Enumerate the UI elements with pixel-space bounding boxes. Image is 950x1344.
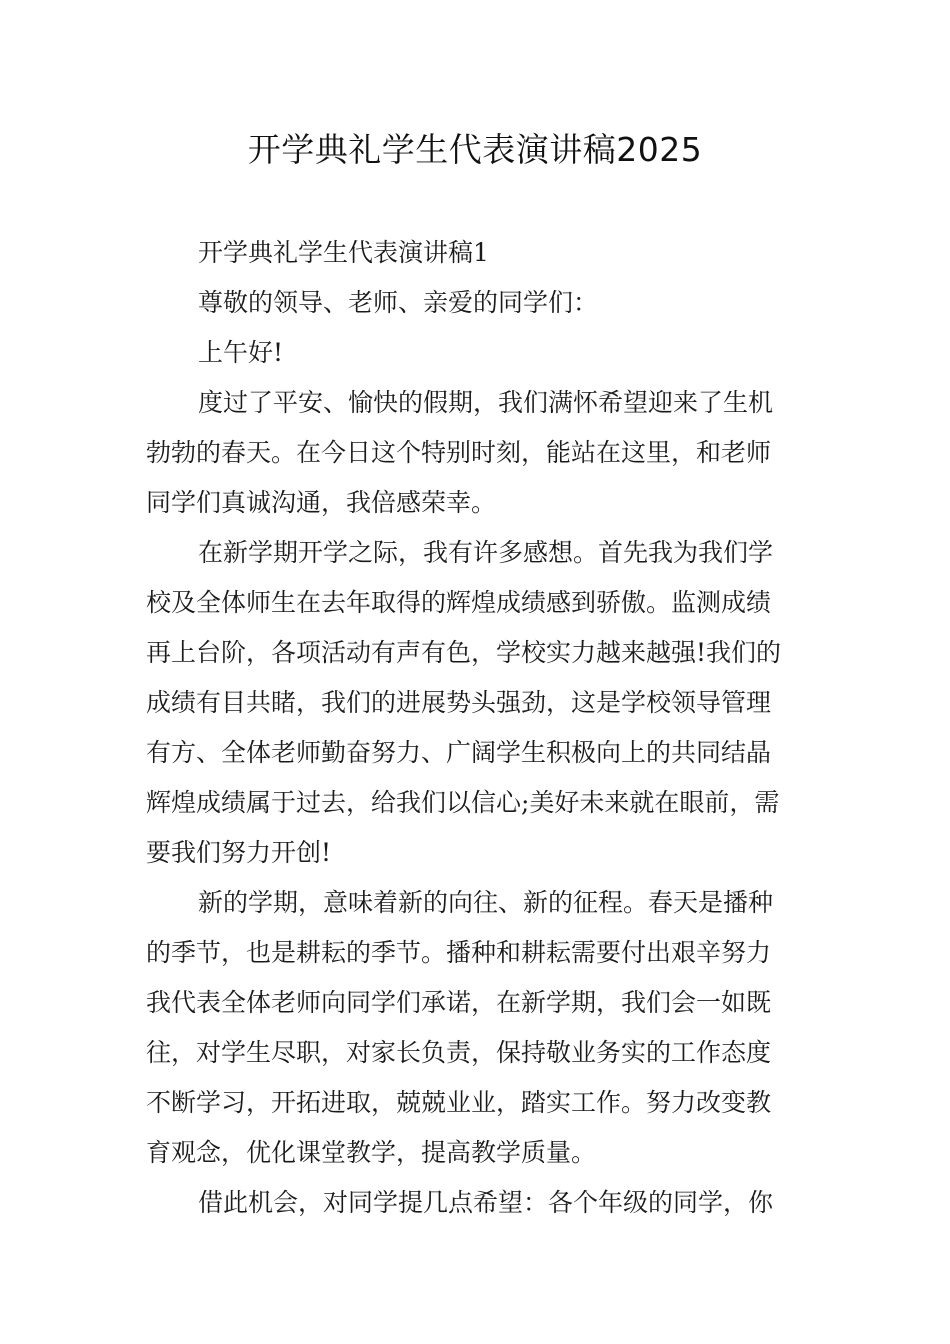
paragraph-line: 往，对学生尽职，对家长负责，保持敬业务实的工作态度: [146, 1038, 772, 1067]
document-body: [146, 228, 806, 1228]
paragraph-line: 借此机会，对同学提几点希望：各个年级的同学，你: [198, 1188, 774, 1217]
paragraph-subtitle: [146, 228, 806, 278]
paragraph-line: 开学典礼学生代表演讲稿1: [198, 238, 489, 267]
paragraph-line: 校及全体师生在去年取得的辉煌成绩感到骄傲。监测成绩: [146, 588, 772, 617]
paragraph-line: 要我们努力开创!: [146, 838, 332, 867]
paragraph-line: 辉煌成绩属于过去，给我们以信心;美好未来就在眼前，需: [146, 788, 780, 817]
paragraph-intro: [146, 378, 806, 528]
paragraph-line: 在新学期开学之际，我有许多感想。首先我为我们学: [198, 538, 774, 567]
paragraph-hopes: [146, 1178, 806, 1228]
paragraph-line: 新的学期，意味着新的向往、新的征程。春天是播种: [198, 888, 774, 917]
paragraph-line: 再上台阶，各项活动有声有色，学校实力越来越强!我们的: [146, 638, 782, 667]
paragraph-line: 尊敬的领导、老师、亲爱的同学们：: [198, 288, 599, 317]
paragraph-line: 勃勃的春天。在今日这个特别时刻，能站在这里，和老师: [146, 438, 772, 467]
paragraph-line: 的季节，也是耕耘的季节。播种和耕耘需要付出艰辛努力: [146, 938, 772, 967]
paragraph-line: 有方、全体老师勤奋努力、广阔学生积极向上的共同结晶: [146, 738, 772, 767]
paragraph-line: 度过了平安、愉快的假期，我们满怀希望迎来了生机: [198, 388, 774, 417]
paragraph-line: 上午好!: [198, 338, 284, 367]
paragraph-achievements: [146, 528, 806, 878]
paragraph-line: 我代表全体老师向同学们承诺，在新学期，我们会一如既: [146, 988, 772, 1017]
paragraph-greeting: [146, 328, 806, 378]
paragraph-line: 育观念，优化课堂教学，提高教学质量。: [146, 1138, 597, 1167]
paragraph-new-semester: [146, 878, 806, 1178]
paragraph-salutation: [146, 278, 806, 328]
document-title: 开学典礼学生代表演讲稿2025: [247, 130, 703, 169]
paragraph-line: 同学们真诚沟通，我倍感荣幸。: [146, 488, 497, 517]
paragraph-line: 不断学习，开拓进取，兢兢业业，踏实工作。努力改变教: [146, 1088, 772, 1117]
paragraph-line: 成绩有目共睹，我们的进展势头强劲，这是学校领导管理: [146, 688, 772, 717]
